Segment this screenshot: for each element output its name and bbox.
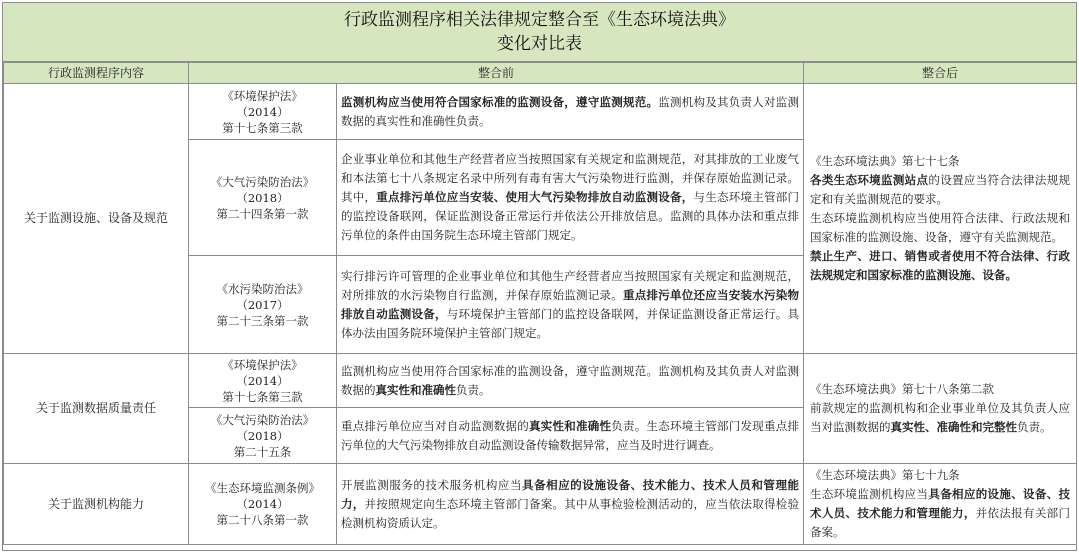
law-name: 《水污染防治法》 [216, 281, 309, 296]
law-article: 第二十三条第一款 [216, 313, 309, 328]
before-text-cell [337, 140, 804, 256]
header-row [4, 63, 1077, 84]
law-name: 《环境保护法》 [222, 88, 303, 103]
text-segment: 的设置应当符合法律法规规定和有关监测规范的要求。 [810, 173, 1071, 206]
after-text-cell [804, 464, 1077, 545]
document-title [3, 3, 1076, 62]
after-text-cell [804, 354, 1077, 464]
emphasized-text: 重点排污单位还应当安装水污染物排放自动监测设备， [341, 287, 800, 321]
law-name: 《环境保护法》 [222, 357, 303, 372]
text-segment: 负责。 [1017, 420, 1052, 434]
emphasized-text: 各类生态环境监测站点 [810, 173, 929, 187]
after-law-ref: 《生态环境法典》第七十七条 [810, 154, 960, 168]
emphasized-text: 具备相应的设施、设备、技术人员、技术能力和管理能力， [810, 487, 1071, 520]
before-text-cell [337, 464, 804, 545]
law-name: 《生态环境监测条例》 [205, 481, 320, 495]
emphasized-text: 重点排污单位应当安装、使用大气污染物排放自动监测设备， [376, 190, 694, 204]
law-year: （2014） [236, 373, 289, 388]
before-text-cell [337, 256, 804, 354]
law-year: （2014） [236, 104, 289, 119]
after-law-ref: 《生态环境法典》第七十九条 [810, 468, 960, 482]
table-row [4, 464, 1077, 545]
title-line-2: 变化对比表 [497, 34, 582, 54]
law-cell [189, 464, 337, 545]
law-article: 第二十四条第一款 [216, 206, 309, 221]
law-year: （2018） [236, 190, 289, 205]
category-cell: 关于监测数据质量责任 [4, 354, 189, 464]
text-segment: 并按照规定向生态环境主管部门备案。其中从事检验检测活动的，应当依法取得检验检测机构资质认定。 [341, 496, 800, 530]
text-segment: 生态环境监测机构应当 [810, 487, 929, 501]
text-segment: 并依法报有关部门备案。 [810, 506, 1071, 539]
header-before: 整合前 [189, 63, 804, 84]
emphasized-text: 具备相应的设施设备、技术能力、技术人员和管理能力， [341, 477, 800, 511]
header-content: 行政监测程序内容 [4, 63, 189, 84]
emphasized-text: 真实性和准确性 [375, 382, 456, 397]
law-year: （2017） [236, 297, 289, 312]
table-row [4, 84, 1077, 140]
law-cell [189, 354, 337, 408]
law-cell [189, 84, 337, 140]
text-segment: 实行排污许可管理的企业事业单位和其他生产经营者应当按照国家有关规定和监测规范，对所排放的水污染物自行监测，并保存原始监测记录。 [341, 268, 800, 302]
text-segment: 监测机构应当使用符合国家标准的监测设备，遵守监测规范。监测机构及其负责人对监测数据的 [341, 363, 800, 397]
category-cell: 关于监测机构能力 [4, 464, 189, 545]
before-text-cell [337, 84, 804, 140]
law-cell [189, 408, 337, 464]
text-segment: 开展监测服务的技术服务机构应当 [341, 477, 523, 492]
category-cell: 关于监测设施、设备及规范 [4, 84, 189, 354]
header-after: 整合后 [804, 63, 1077, 84]
law-year: （2018） [236, 428, 289, 443]
text-segment: 前款规定的监测机构和企业事业单位及其负责人应当对监测数据的 [810, 401, 1071, 434]
law-year: （2014） [236, 497, 289, 511]
after-law-ref: 《生态环境法典》第七十八条第二款 [810, 382, 995, 396]
comparison-document [2, 2, 1077, 551]
text-segment: 企业事业单位和其他生产经营者应当按照国家有关规定和监测规范，对其排放的工业废气和本法第七十八条规定名录中所列有毒有害大气污染物进行监测，并保存原始监测记录。其中， [341, 152, 800, 204]
before-text-cell [337, 354, 804, 408]
text-segment: 监测机构及其负责人对监测数据的真实性和准确性负责。 [341, 94, 800, 128]
law-article: 第十七条第三款 [222, 120, 303, 135]
law-article: 第二十八条第一款 [216, 513, 309, 527]
law-name: 《大气污染防治法》 [210, 174, 315, 189]
comparison-table [3, 62, 1077, 545]
emphasized-text: 真实性、准确性和完整性 [890, 420, 1018, 434]
after-text-cell [804, 84, 1077, 354]
text-segment: 重点排污单位应当对自动监测数据的 [341, 418, 530, 433]
law-cell [189, 256, 337, 354]
text-segment: 与生态环境主管部门的监控设备联网，保证监测设备正常运行并依法公开排放信息。监测的具体办法和重点排污单位的条件由国务院生态环境主管部门规定。 [341, 190, 800, 242]
emphasized-text: 真实性和准确性 [529, 418, 612, 433]
law-article: 第十七条第三款 [222, 389, 303, 404]
law-article: 第二十五条 [233, 444, 292, 459]
table-row [4, 354, 1077, 408]
text-segment: 负责。 [456, 382, 491, 397]
law-cell [189, 140, 337, 256]
emphasized-text: 禁止生产、进口、销售或者使用不符合法律、行政法规规定和国家标准的监测设施、设备。 [810, 249, 1071, 282]
law-name: 《大气污染防治法》 [210, 412, 315, 427]
text-segment: 生态环境监测机构应当使用符合法律、行政法规和国家标准的监测设施、设备，遵守有关监测规范。 [810, 211, 1071, 244]
before-text-cell [337, 408, 804, 464]
text-segment: 负责。生态环境主管部门发现重点排污单位的大气污染物排放自动监测设备传输数据异常，应当及时进行调查。 [341, 418, 800, 452]
text-segment: 与环境保护主管部门的监控设备联网，并保证监测设备正常运行。具体办法由国务院环境保护主管部门规定。 [341, 306, 800, 340]
emphasized-text: 监测机构应当使用符合国家标准的监测设备，遵守监测规范。 [341, 94, 659, 109]
title-line-1: 行政监测程序相关法律规定整合至《生态环境法典》 [344, 10, 735, 30]
